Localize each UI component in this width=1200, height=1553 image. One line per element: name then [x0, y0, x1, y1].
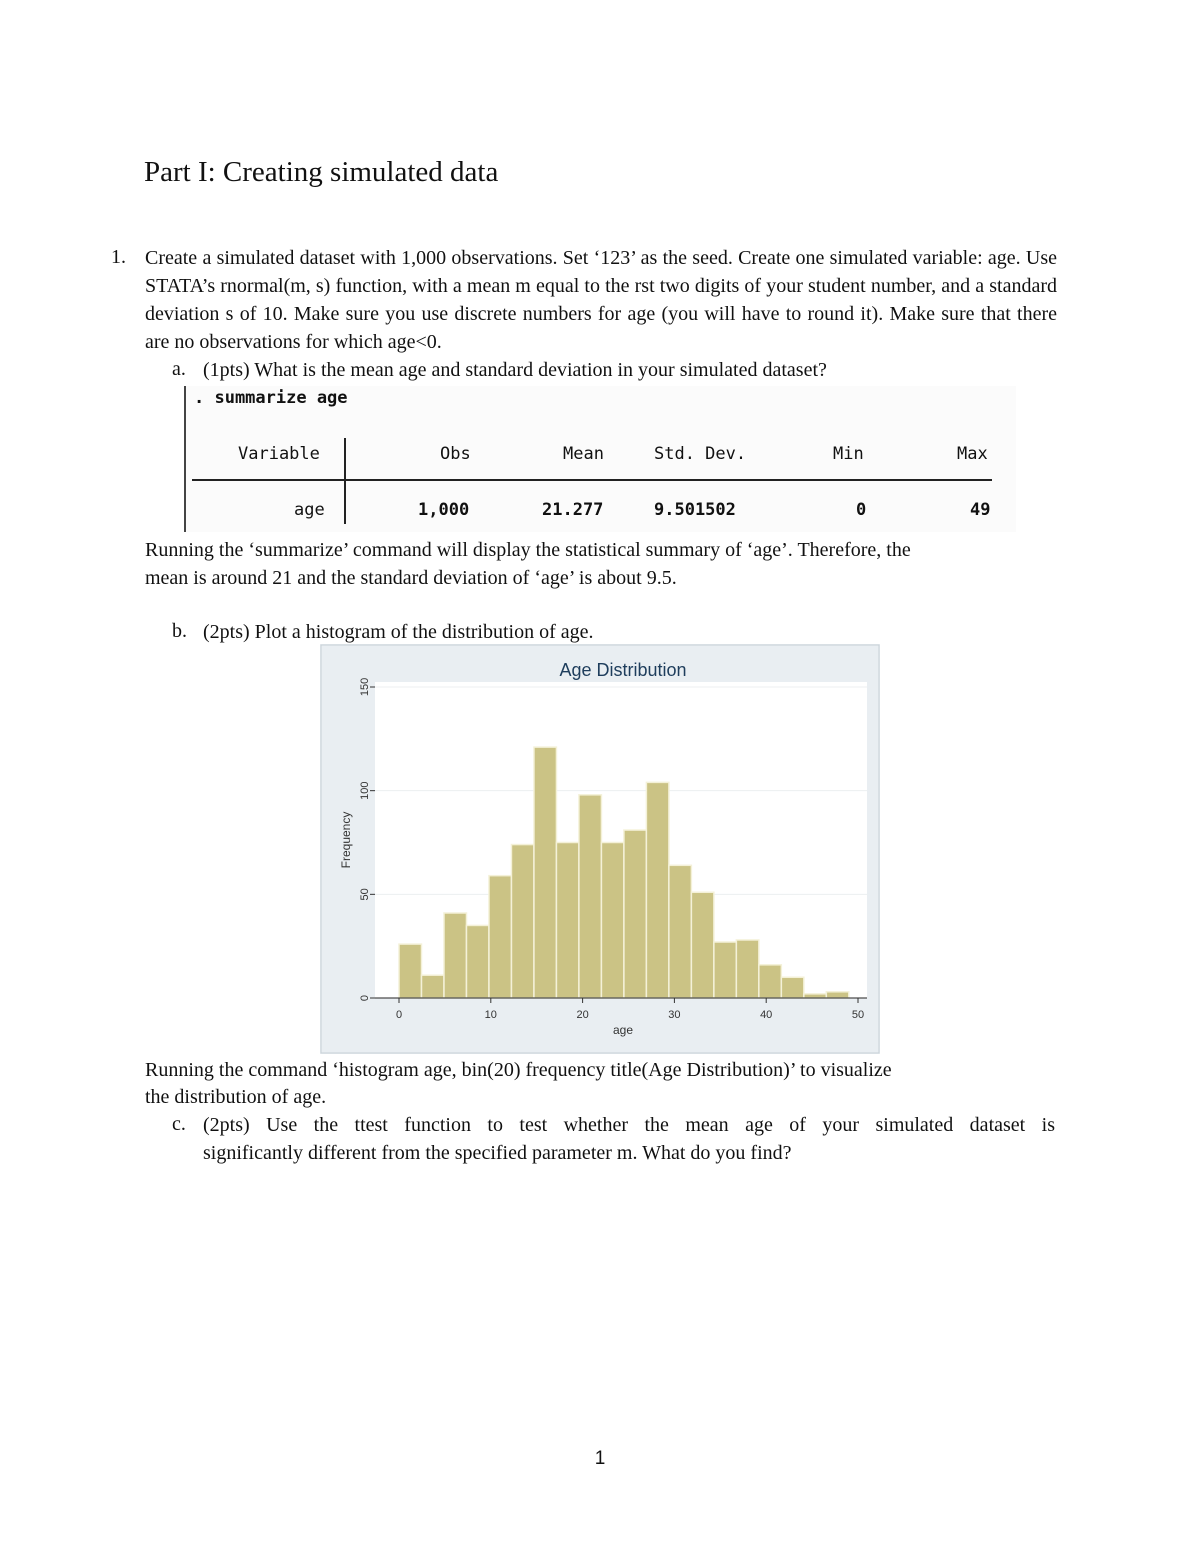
- histogram-bar: [714, 942, 736, 998]
- histogram-bar: [826, 992, 848, 998]
- part-b-letter: b.: [172, 620, 187, 642]
- header-variable: Variable: [238, 444, 320, 464]
- histogram-bar: [444, 913, 466, 998]
- histogram-bar: [489, 876, 511, 998]
- histogram-bar: [646, 782, 668, 998]
- table-vertical-rule: [344, 438, 346, 524]
- row-min: 0: [856, 500, 867, 520]
- row-std-dev: 9.501502: [654, 500, 736, 520]
- histogram-bar: [781, 977, 803, 998]
- header-max: Max: [957, 444, 988, 464]
- stata-command: . summarize age: [194, 388, 348, 408]
- table-horizontal-rule: [192, 479, 992, 481]
- x-tick-label: 20: [576, 1009, 589, 1021]
- x-tick-label: 0: [395, 1009, 403, 1021]
- histogram-bar: [624, 830, 646, 998]
- histogram-bar: [579, 795, 601, 998]
- histogram-bar: [466, 925, 488, 998]
- histogram-bar: [669, 865, 691, 998]
- header-obs: Obs: [440, 444, 471, 464]
- part-c-letter: c.: [172, 1113, 186, 1135]
- histogram-bar: [511, 845, 533, 998]
- histogram-bar: [556, 843, 578, 999]
- x-tick-label: 10: [484, 1009, 497, 1021]
- answer-a-line-2: mean is around 21 and the standard deviation of ‘age’ is about 9.5.: [145, 567, 677, 589]
- page-number: 1: [594, 1448, 606, 1469]
- y-tick-label: 50: [359, 888, 371, 901]
- y-tick-label: 150: [359, 677, 371, 697]
- part-a-letter: a.: [172, 358, 186, 380]
- stata-summarize-output: [184, 386, 1016, 532]
- header-std-dev: Std. Dev.: [654, 444, 747, 464]
- answer-b-line-1: Running the command ‘histogram age, bin(20) frequency title(Age Distribution)’ to visualize: [145, 1059, 892, 1081]
- histogram-bar: [804, 994, 826, 998]
- section-heading: Part I: Creating simulated data: [144, 156, 499, 188]
- x-tick-label: 50: [851, 1009, 865, 1021]
- answer-b-line-2: the distribution of age.: [145, 1086, 327, 1108]
- histogram-bar: [399, 944, 421, 998]
- header-min: Min: [833, 444, 864, 464]
- question-number: 1.: [111, 246, 126, 268]
- chart-title: Age Distribution: [559, 660, 687, 680]
- row-max: 49: [970, 500, 991, 520]
- header-mean: Mean: [563, 444, 604, 464]
- histogram-bar: [421, 975, 443, 998]
- histogram-bar: [534, 747, 556, 998]
- row-obs: 1,000: [418, 500, 470, 520]
- part-a-text: (1pts) What is the mean age and standard deviation in your simulated dataset?: [203, 359, 827, 381]
- x-tick-label: 30: [668, 1009, 681, 1021]
- histogram-bar: [759, 965, 781, 998]
- y-axis-label: Frequency: [339, 811, 353, 869]
- histogram-bar: [691, 892, 713, 998]
- part-c-line-1: (2pts) Use the ttest function to test whether the mean age of your simulated dataset is: [203, 1114, 1055, 1136]
- x-axis-label: age: [612, 1023, 634, 1037]
- x-tick-label: 40: [760, 1009, 773, 1021]
- row-variable: age: [294, 500, 325, 520]
- y-tick-label: 100: [359, 781, 371, 800]
- age-histogram: [320, 644, 880, 1054]
- part-c-line-2: significantly different from the specified parameter m. What do you find?: [203, 1142, 792, 1164]
- answer-a-line-1: Running the ‘summarize’ command will display the statistical summary of ‘age’. Therefore, the: [145, 539, 911, 561]
- question-1-text: Create a simulated dataset with 1,000 observations. Set ‘123’ as the seed. Create one simulated variable: age. Use STATA’s rnormal(m, s) function, with a mean m equal to the rst two digits of your student number, and a standard deviation s of 10. Make sure you use discrete numbers for age (you will have to round it). Make sure that there are no observations for which age<0.: [145, 247, 1057, 353]
- histogram-bar: [601, 843, 623, 999]
- y-tick-label: 0: [359, 994, 371, 1002]
- part-b-text: (2pts) Plot a histogram of the distribution of age.: [203, 621, 594, 643]
- row-mean: 21.277: [542, 500, 604, 520]
- histogram-svg: [320, 644, 880, 1054]
- histogram-bar: [736, 940, 758, 998]
